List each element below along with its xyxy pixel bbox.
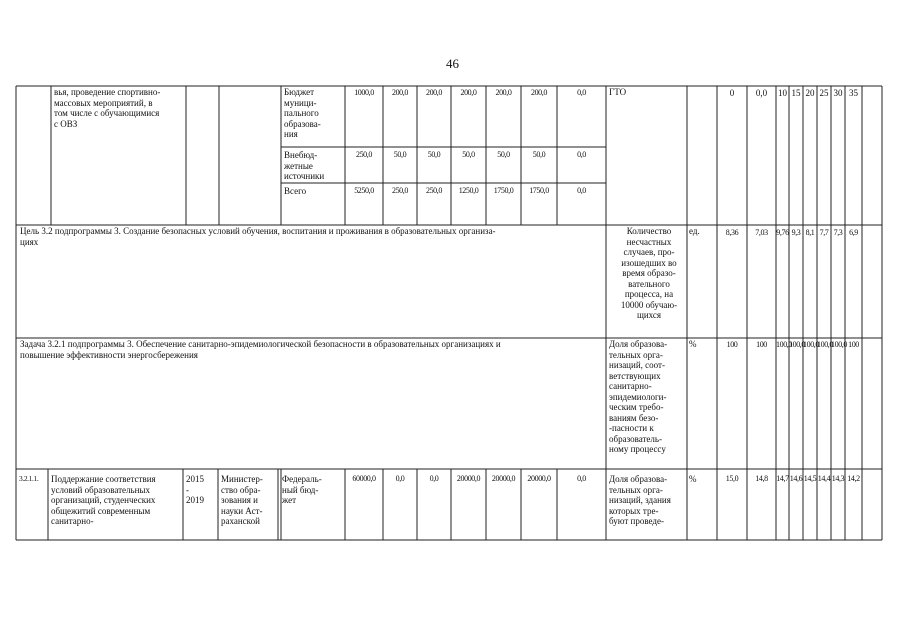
task-indicator: Доля образова- тельных орга- низаций, соот- ветствующих санитарно- эпидемиологи- ческим требо- ваниям безо- -пасности к образователь- ному процессу — [609, 339, 668, 454]
goal-ind-value: 9,3 — [791, 228, 801, 237]
block1-source-0-value: 200,0 — [391, 88, 408, 97]
row-ind-value: 14,7 — [776, 474, 789, 483]
block1-source-0-value: 200,0 — [495, 88, 512, 97]
goal-ind-value: 7,03 — [755, 228, 768, 237]
block1-source-2-value: 250,0 — [391, 186, 408, 195]
goal-unit: ед. — [689, 226, 700, 236]
goal-indicator: Количество несчастных случаев, про- изошедших во время образо- вательного процесса, на 10000 обучаю- щихся — [620, 226, 678, 320]
row-value: 0,0 — [577, 474, 586, 483]
block1-indicator: ГТО — [609, 87, 627, 97]
goal-ind-value: 7,3 — [833, 228, 843, 237]
task-ind-value: 100,0 — [817, 340, 834, 349]
block1-source-1-name: Внебюд- жетные источники — [284, 150, 325, 181]
block1-source-1-value: 0,0 — [577, 150, 586, 159]
task-ind-value: 100,0 — [831, 340, 848, 349]
task-text: Задача 3.2.1 подпрограммы 3. Обеспечение санитарно-эпидемиологической безопасности в образовательных организациях и повышение эффективности энергосбережения — [20, 339, 501, 360]
row-ind-value: 14,2 — [847, 474, 860, 483]
block1-source-1-value: 50,0 — [393, 150, 407, 159]
row-ind-value: 14,4 — [817, 474, 831, 483]
task-ind-value: 100 — [756, 340, 767, 349]
task-ind-value: 100 — [726, 340, 738, 349]
row-years: 2015 - 2019 — [186, 474, 204, 505]
goal-ind-value: 7,7 — [819, 228, 829, 237]
row-value: 60000,0 — [352, 474, 376, 483]
block1-ind-value: 15 — [791, 88, 801, 98]
row-ind-value: 14,6 — [789, 474, 803, 483]
goal-ind-value: 8,1 — [805, 228, 815, 237]
row-ind-value: 14,8 — [755, 474, 768, 483]
goal-ind-value: 6,9 — [849, 228, 858, 237]
block1-ind-value: 0 — [729, 88, 735, 98]
row-value: 20000,0 — [527, 474, 551, 483]
block1-source-1-value: 50,0 — [462, 150, 475, 159]
row-source: Федераль- ный бюд- жет — [282, 474, 322, 505]
block1-source-0-value: 200,0 — [460, 88, 477, 97]
block1-source-1-value: 50,0 — [532, 150, 546, 159]
block1-source-2-value: 1750,0 — [529, 186, 549, 195]
block1-source-2-value: 1250,0 — [458, 186, 479, 195]
block1-description: вья, проведение спортивно- массовых мероприятий, в том числе с обучающимися с ОВЗ — [54, 87, 161, 129]
block1-source-0-value: 0,0 — [577, 88, 586, 97]
block1-source-2-name: Всего — [284, 186, 307, 196]
row-value: 0,0 — [395, 474, 405, 483]
row-ind-value: 14,5 — [803, 474, 817, 483]
goal-ind-value: 9,76 — [776, 228, 789, 237]
goal-text: Цель 3.2 подпрограммы 3. Создание безопасных условий обучения, воспитания и проживания в образовательных организа- циях — [20, 226, 496, 247]
task-ind-value: 100,0 — [789, 340, 806, 349]
row-code: 3.2.1.1. — [19, 474, 39, 483]
block1-source-2-value: 1750,0 — [493, 186, 514, 195]
goal-ind-value: 8,36 — [725, 228, 739, 237]
task-ind-value: 100,0 — [776, 340, 793, 349]
block1-source-0-name: Бюджет муници- пального образова- ния — [284, 87, 321, 139]
block1-source-2-value: 250,0 — [425, 186, 442, 195]
task-ind-value: 100 — [848, 340, 859, 349]
block1-ind-value: 0,0 — [755, 88, 768, 98]
block1-source-1-value: 250,0 — [355, 150, 372, 159]
block1-ind-value: 30 — [833, 88, 843, 98]
block1-source-1-value: 50,0 — [497, 150, 510, 159]
block1-ind-value: 10 — [778, 88, 787, 98]
row-value: 0,0 — [429, 474, 439, 483]
page-number: 46 — [446, 56, 459, 71]
block1-source-0-value: 1000,0 — [354, 88, 374, 97]
row-ind-value: 14,3 — [831, 474, 845, 483]
row-ind-value: 15,0 — [725, 474, 739, 483]
row-executor: Министер- ство обра- зования и науки Аст- раханской — [221, 474, 263, 526]
row-name: Поддержание соответствия условий образовательных организаций, студенческих общежитий современным санитарно- — [51, 474, 156, 526]
block1-source-1-value: 50,0 — [427, 150, 441, 159]
block1-source-2-value: 5250,0 — [354, 186, 374, 195]
row-indicator: Доля образова- тельных орга- низаций, здания которых тре- буют проведе- — [609, 474, 671, 526]
task-ind-value: 100,0 — [803, 340, 820, 349]
block1-ind-value: 35 — [849, 88, 858, 98]
task-unit: % — [689, 339, 697, 349]
block1-source-0-value: 200,0 — [530, 88, 547, 97]
block1-ind-value: 20 — [805, 88, 815, 98]
row-value: 20000,0 — [491, 474, 516, 483]
block1-ind-value: 25 — [819, 88, 829, 98]
row-unit: % — [689, 474, 697, 484]
row-value: 20000,0 — [456, 474, 481, 483]
block1-source-2-value: 0,0 — [577, 186, 586, 195]
block1-source-0-value: 200,0 — [425, 88, 442, 97]
